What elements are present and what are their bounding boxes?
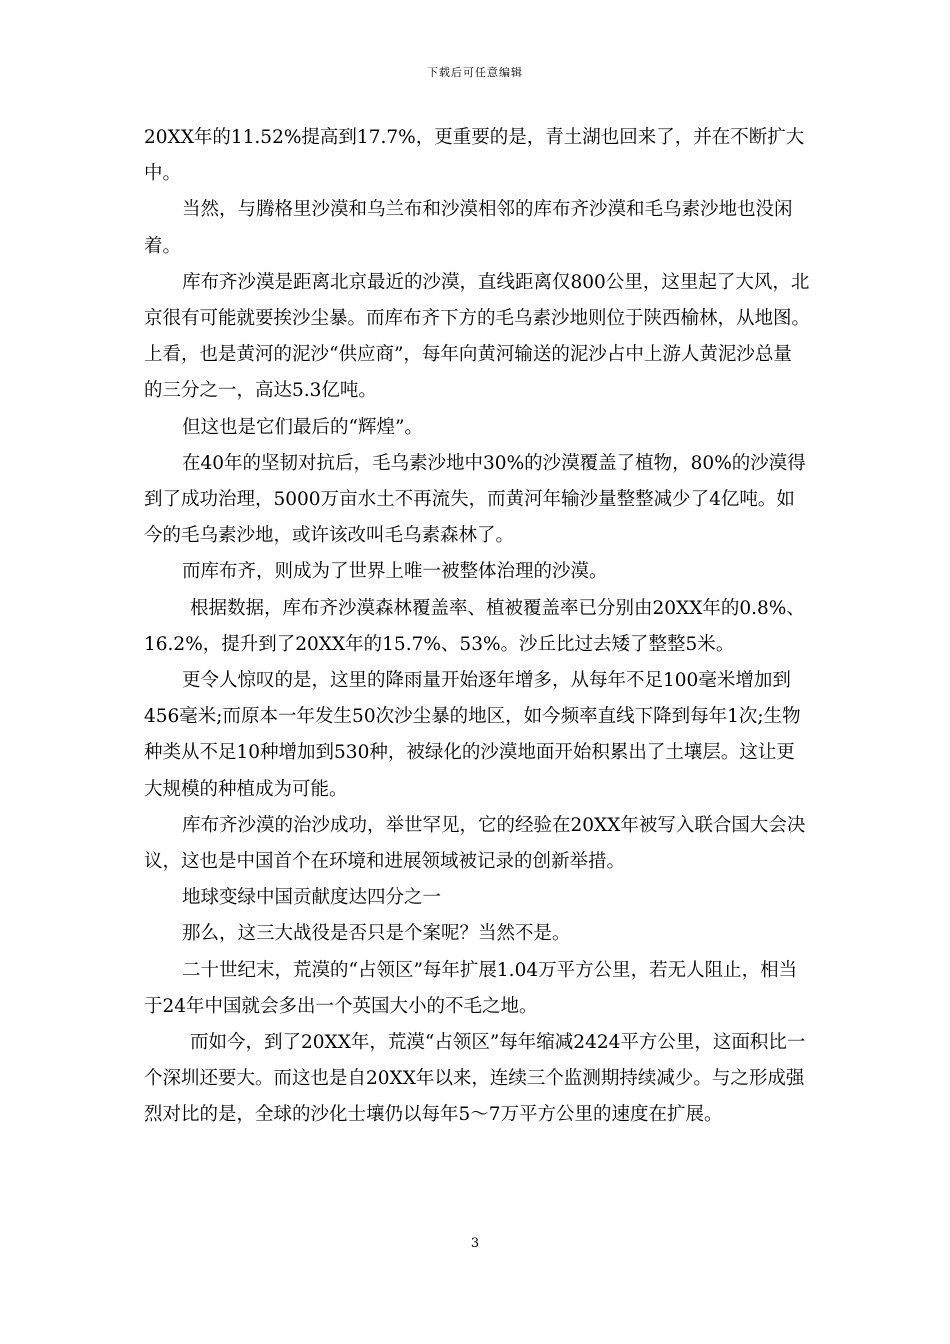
section-heading: 地球变绿中国贡献度达四分之一	[182, 887, 442, 909]
page-number: 3	[470, 1236, 480, 1251]
paragraph-1: 20XX年的11.52%提高到17.7%，更重要的是，青土湖也回来了，并在不断扩大中。	[144, 127, 805, 185]
document-body	[144, 120, 810, 1134]
paragraph-12: 而如今，到了20XX年，荒漠“占领区”每年缩减2424平方公里，这面积比一个深圳还要大。而这也是自20XX年以来，连续三个监测期持续减少。与之形成强烈对比的是，全球的沙化士壤仍以每年5～7万平方公里的速度在扩展。	[144, 1032, 806, 1126]
paragraph-8: 更令人惊叹的是，这里的降雨量开始逐年增多，从每年不足100毫米增加到456毫米;而原本一年发生50次沙尘暴的地区，如今频率直线下降到每年1次;生物种类从不足10种增加到530种，被绿化的沙漠地面开始积累出了土壤层。这让更大规模的种植成为可能。	[144, 670, 801, 800]
paragraph-9: 库布齐沙漠的治沙成功，举世罕见，它的经验在20XX年被写入联合国大会决议，这也是中国首个在环境和进展领域被记录的创新举措。	[144, 814, 806, 873]
paragraph-2: 当然，与腾格里沙漠和乌兰布和沙漠相邻的库布齐沙漠和毛乌素沙地也没闲着。	[144, 199, 793, 257]
paragraph-5: 在40年的坚韧对抗后，毛乌素沙地中30%的沙漠覆盖了植物，80%的沙漠得到了成功治理，5000万亩水土不再流失，而黄河年输沙量整整减少了4亿吨。如今的毛乌素沙地，或许该改叫毛乌素森林了。	[144, 452, 806, 547]
paragraph-6: 而库布齐，则成为了世界上唯一被整体治理的沙漠。	[182, 561, 608, 583]
paragraph-4: 但这也是它们最后的“辉煌”。	[182, 416, 423, 438]
paragraph-11: 二十世纪末，荒漠的“占领区”每年扩展1.04万平方公里，若无人阻止，相当于24年中国就会多出一个英国大小的不毛之地。	[144, 959, 798, 1017]
paragraph-3: 库布齐沙漠是距离北京最近的沙漠，直线距离仅800公里，这里起了大风，北京很有可能就要挨沙尘暴。而库布齐下方的毛乌素沙地则位于陕西榆林，从地图。上看，也是黄河的泥沙“供应商”，每年向黄河输送的泥沙占中上游人黄泥沙总量的三分之一，高达5.3亿吨。	[144, 271, 811, 402]
page-header: 下载后可任意编辑	[427, 66, 523, 79]
paragraph-7: 根据数据，库布齐沙漠森林覆盖率、植被覆盖率已分别由20XX年的0.8%、16.2%，提升到了20XX年的15.7%、53%。沙丘比过去矮了整整5米。	[144, 597, 805, 655]
paragraph-10: 那么，这三大战役是否只是个案呢？当然不是。	[182, 923, 571, 945]
